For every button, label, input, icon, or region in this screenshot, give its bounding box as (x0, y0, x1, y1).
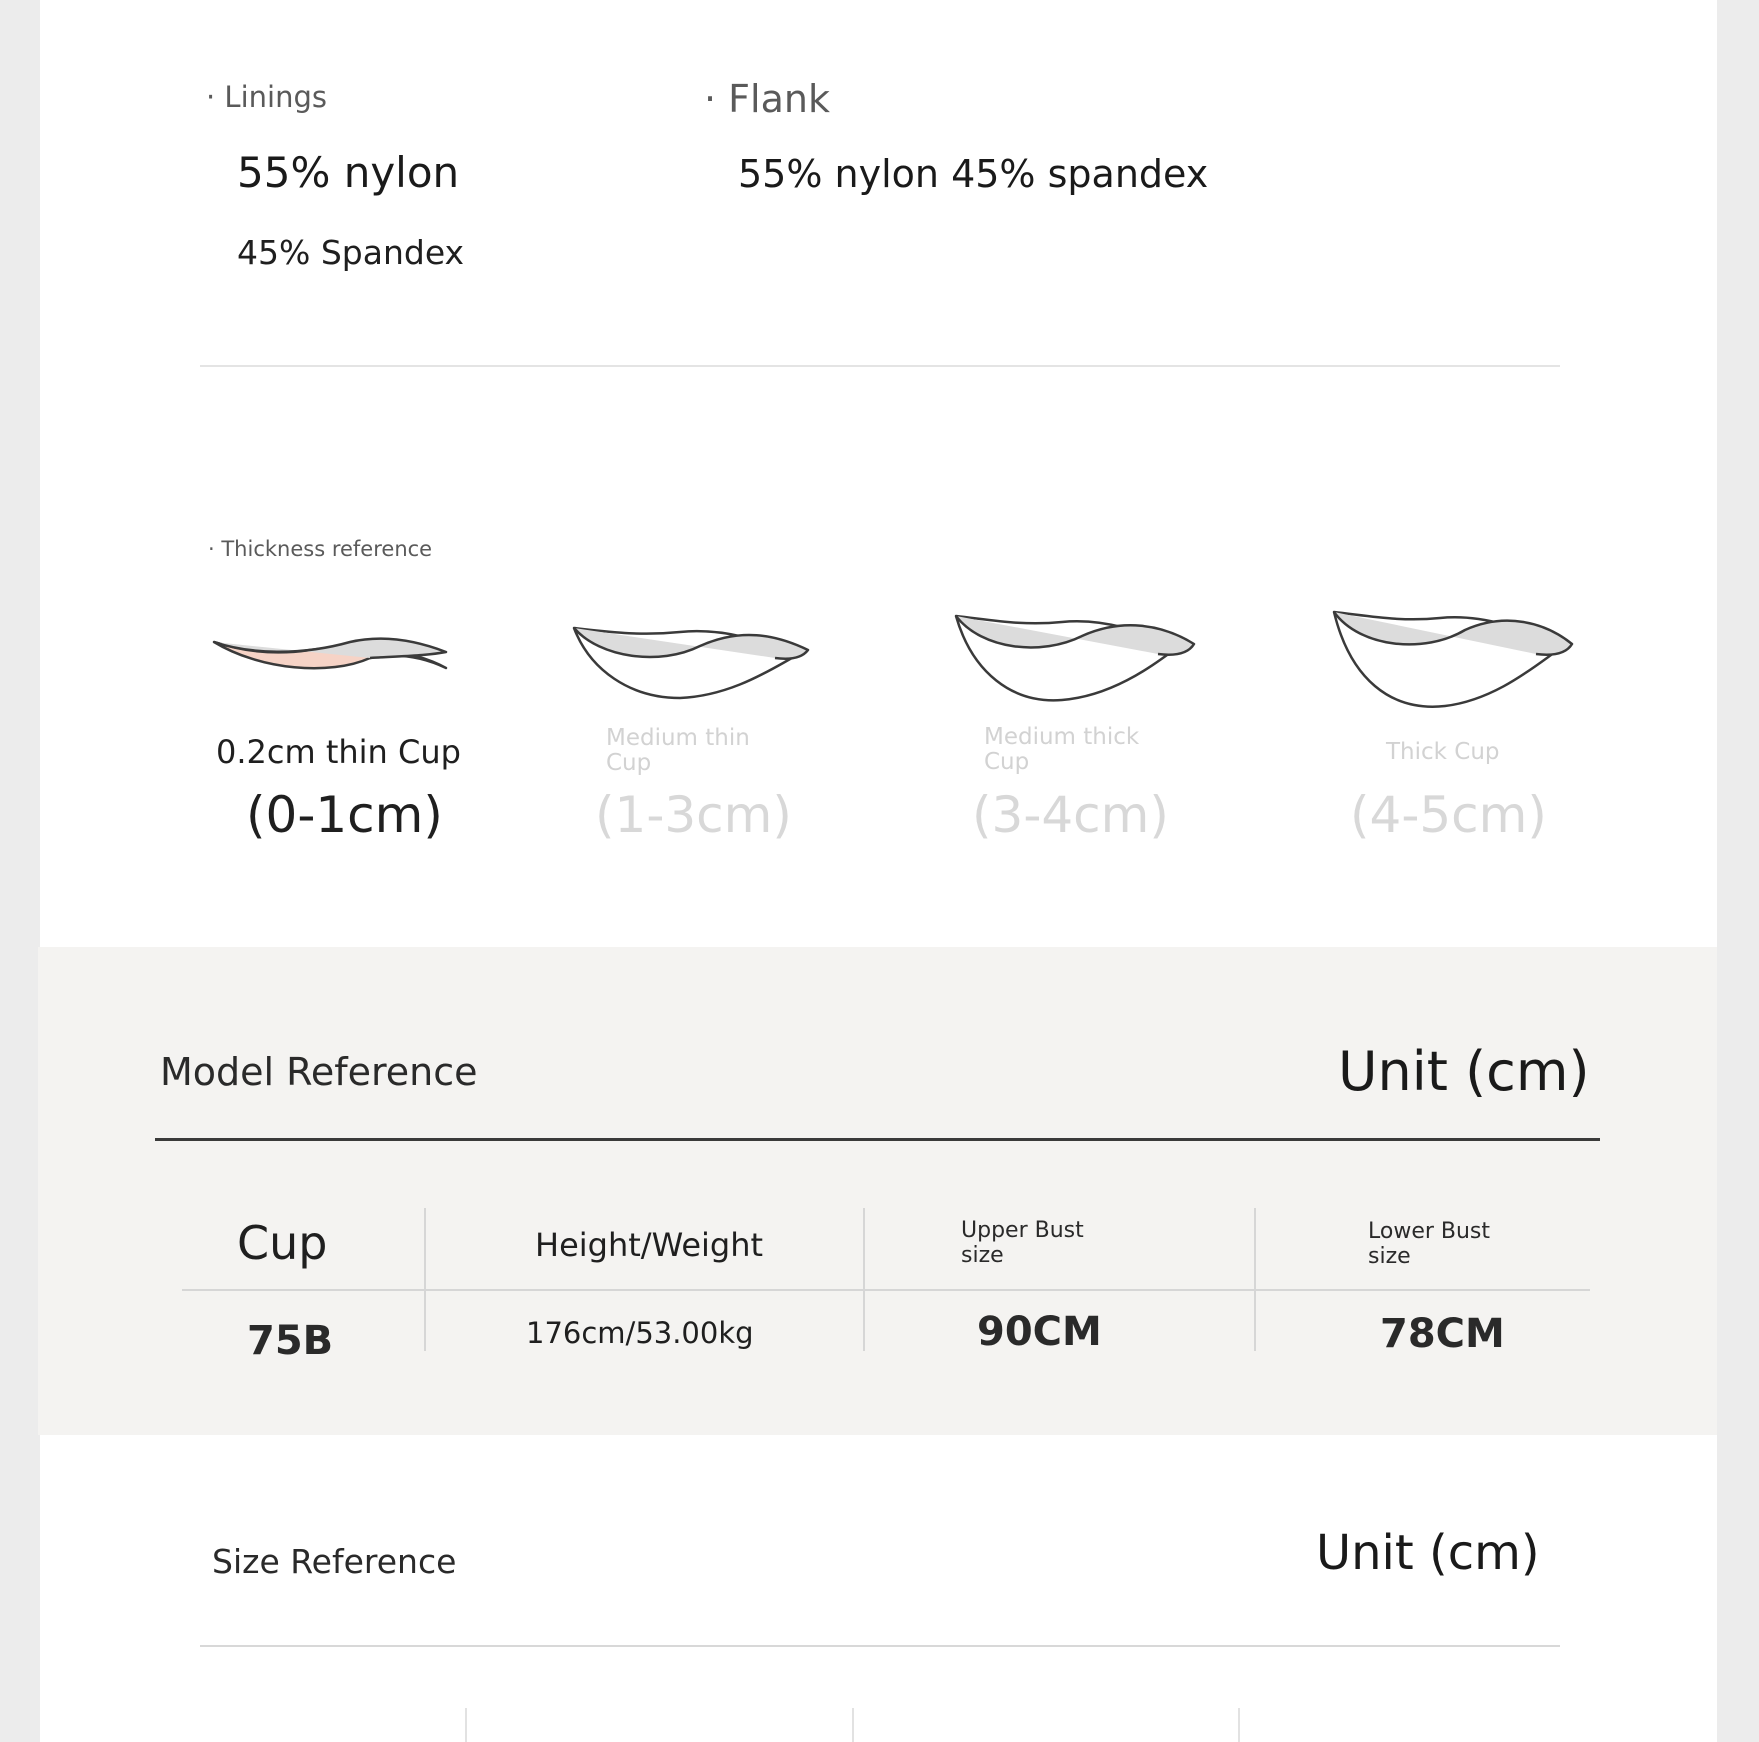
flank-label: · Flank (704, 77, 830, 121)
thin-cup-name: 0.2cm thin Cup (216, 733, 461, 771)
thin-cup-icon (210, 630, 460, 690)
model-reference-title: Model Reference (160, 1050, 478, 1094)
cell-upper-bust: 90CM (977, 1309, 1102, 1355)
table-divider (424, 1208, 426, 1351)
linings-line1: 55% nylon (237, 148, 460, 197)
header-upper-bust-line2: size (961, 1243, 1004, 1268)
medium-thin-cup-range: (1-3cm) (595, 786, 792, 844)
table-divider (1254, 1208, 1256, 1351)
medium-thin-cup-name-line2: Cup (606, 750, 652, 776)
medium-thick-cup-name-line1: Medium thick (984, 724, 1140, 750)
cell-lower-bust: 78CM (1380, 1311, 1505, 1357)
header-upper-bust-line1: Upper Bust (961, 1218, 1084, 1243)
thick-cup-icon (1330, 608, 1580, 718)
linings-line2: 45% Spandex (237, 233, 465, 272)
model-reference-rule (155, 1138, 1600, 1141)
header-height-weight: Height/Weight (535, 1226, 764, 1264)
thin-cup-range: (0-1cm) (246, 786, 443, 844)
size-reference-rule (200, 1645, 1560, 1647)
thick-cup-name: Thick Cup (1386, 739, 1500, 765)
medium-thick-cup-icon (952, 612, 1202, 712)
medium-thick-cup-range: (3-4cm) (972, 786, 1169, 844)
thick-cup-range: (4-5cm) (1350, 786, 1547, 844)
size-table-divider (852, 1708, 854, 1742)
model-reference-unit: Unit (cm) (1338, 1040, 1590, 1103)
table-row-divider (182, 1289, 1590, 1291)
table-divider (863, 1208, 865, 1351)
size-table-divider (1238, 1708, 1240, 1742)
materials-divider (200, 365, 1560, 367)
size-reference-unit: Unit (cm) (1316, 1525, 1540, 1581)
header-cup: Cup (237, 1216, 328, 1270)
medium-thick-cup-name-line2: Cup (984, 749, 1030, 775)
thickness-label: · Thickness reference (208, 537, 433, 561)
cell-cup: 75B (247, 1318, 334, 1364)
linings-label: · Linings (206, 80, 327, 114)
flank-value: 55% nylon 45% spandex (738, 152, 1209, 196)
header-lower-bust-line2: size (1368, 1244, 1411, 1269)
size-table-divider (465, 1708, 467, 1742)
header-lower-bust-line1: Lower Bust (1368, 1219, 1491, 1244)
size-reference-title: Size Reference (212, 1542, 457, 1581)
medium-thin-cup-icon (570, 620, 820, 710)
cell-height-weight: 176cm/53.00kg (526, 1316, 754, 1350)
medium-thin-cup-name-line1: Medium thin (606, 725, 750, 751)
